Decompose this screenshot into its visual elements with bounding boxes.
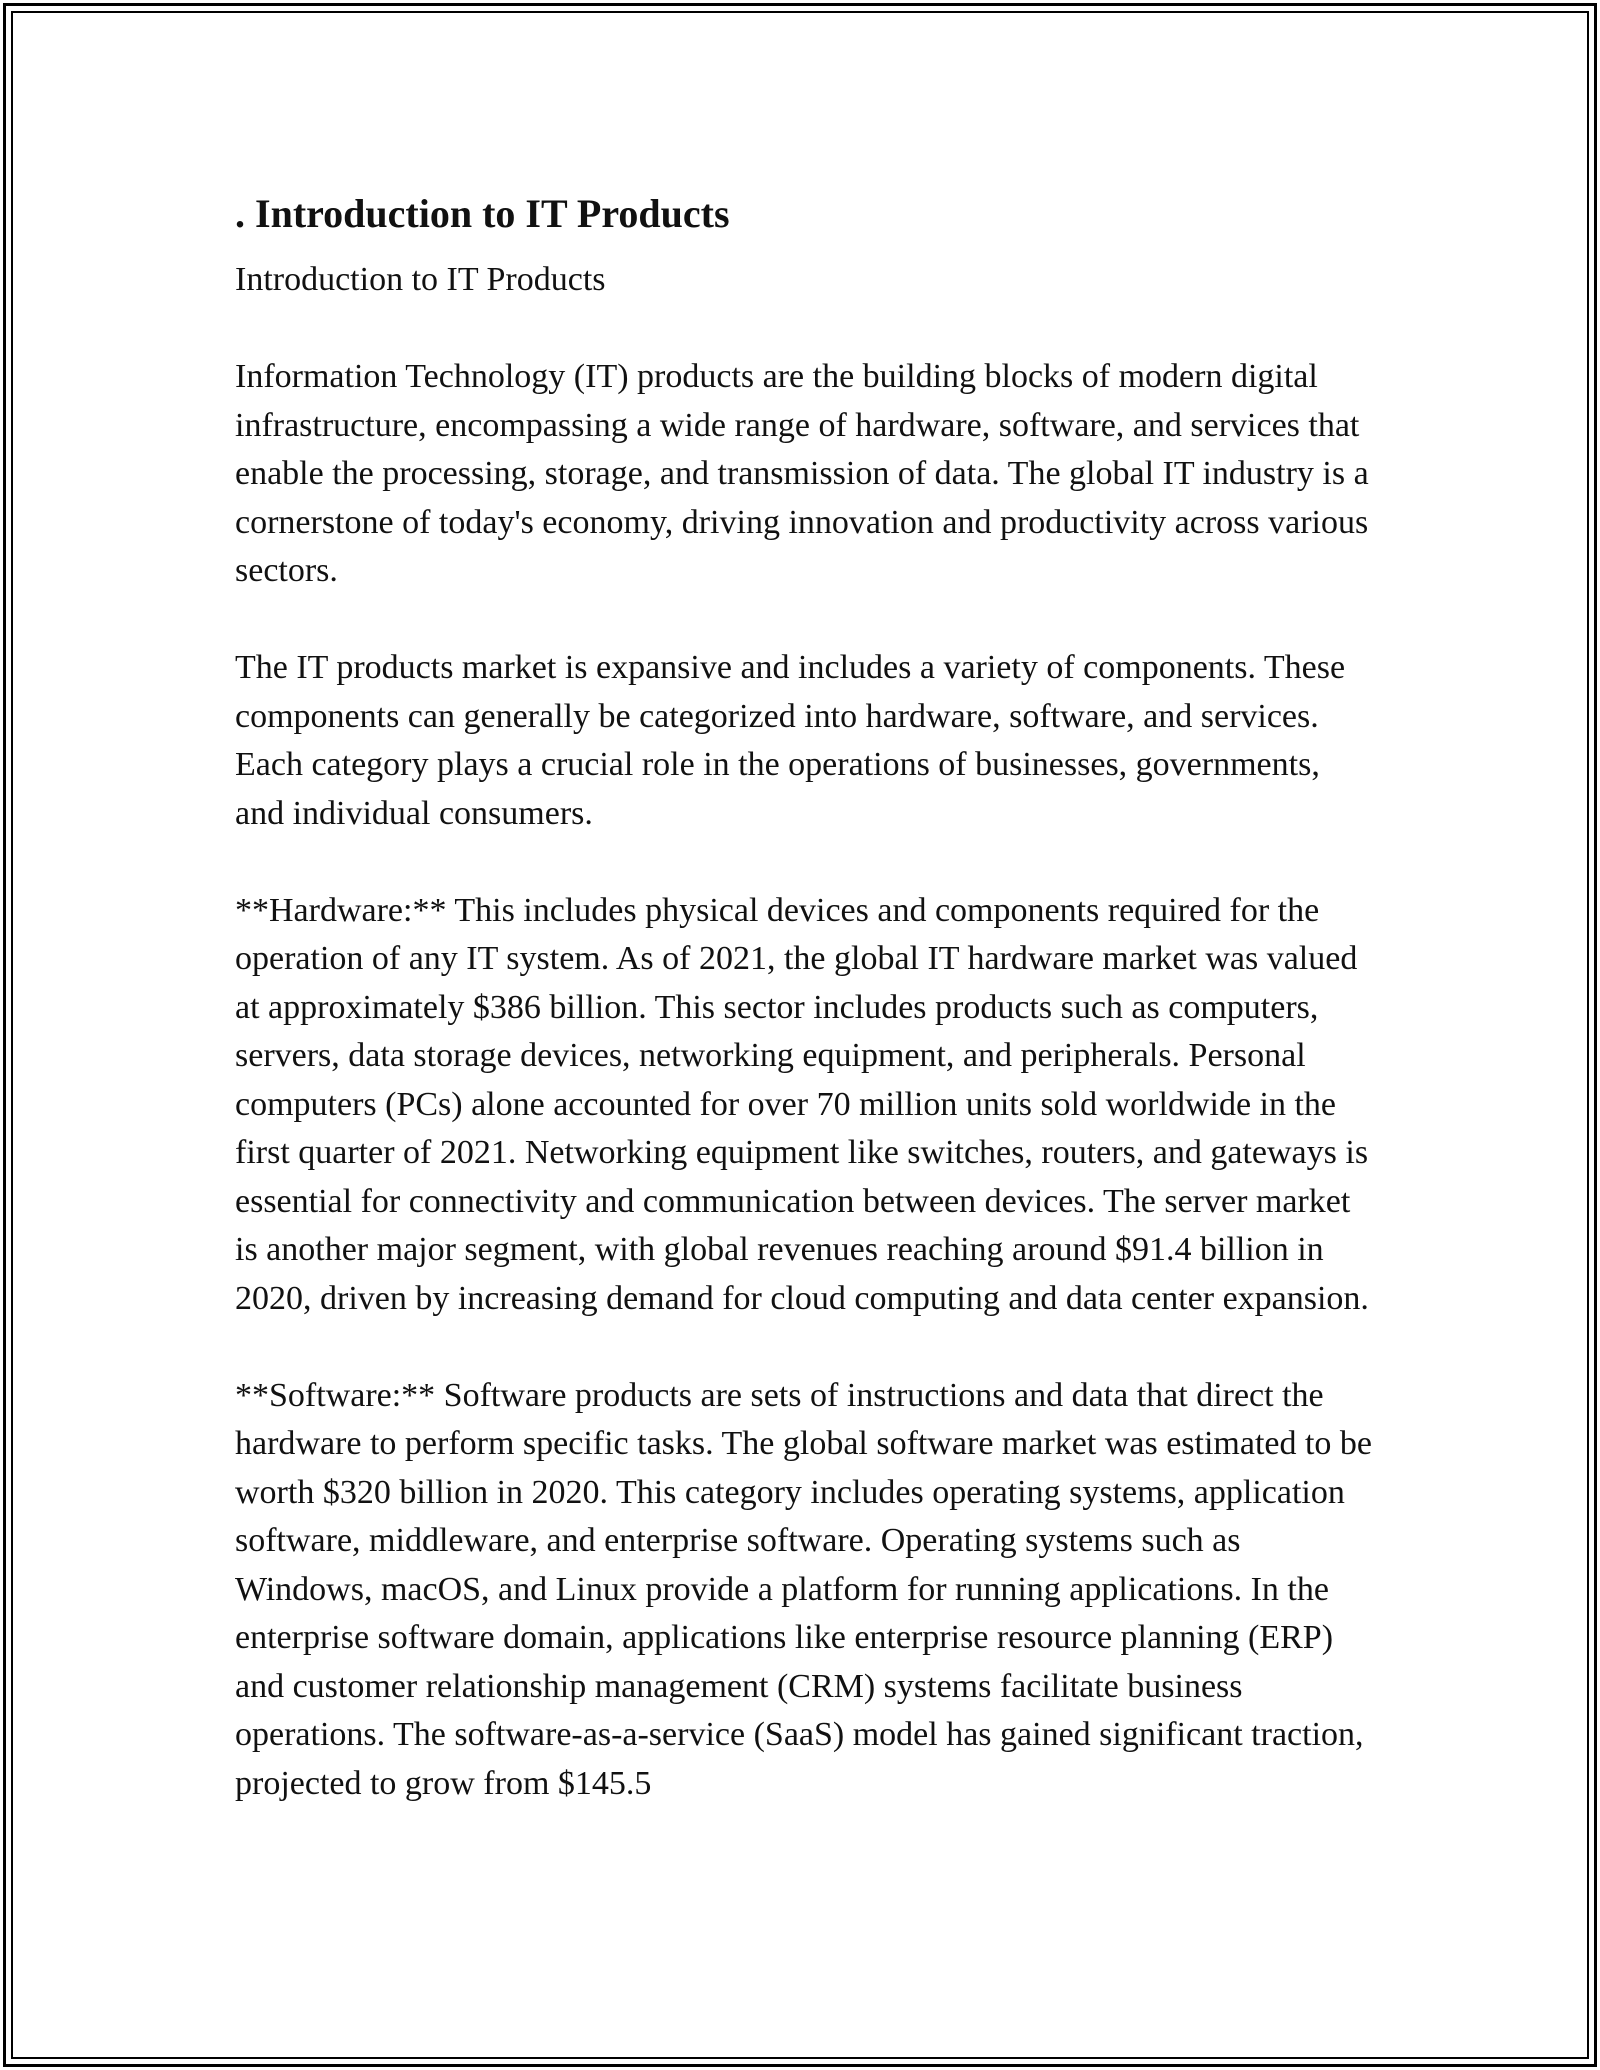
section-heading: . Introduction to IT Products xyxy=(235,191,730,236)
section-subtitle: Introduction to IT Products xyxy=(235,261,606,298)
paragraph-hardware: **Hardware:** This includes physical devices and components required for the operation of any IT system. As of 2021, the global IT hardware market was valued at approximately $386 billion. This sector includes products such as computers, servers, data storage devices, networking equipment, and peripherals. Personal computers (PCs) alone accounted for over 70 million units sold worldwide in the first quarter of 2021. Networking equipment like switches, routers, and gateways is essential for connectivity and communication between devices. The server market is another major segment, with global revenues reaching around $91.4 billion in 2020, driven by increasing demand for cloud computing and data center expansion. xyxy=(235,891,1369,1317)
document-body xyxy=(235,180,1375,1808)
paragraph-market: The IT products market is expansive and includes a variety of components. These components can generally be categorized into hardware, software, and services. Each category plays a crucial role in the operations of businesses, governments, and individual consumers. xyxy=(235,649,1346,832)
paragraph-overview: Information Technology (IT) products are the building blocks of modern digital infrastructure, encompassing a wide range of hardware, software, and services that enable the processing, storage, and transmission of data. The global IT industry is a cornerstone of today's economy, driving innovation and productivity across various sectors. xyxy=(235,358,1369,589)
paragraph-software: **Software:** Software products are sets of instructions and data that direct the hardware to perform specific tasks. The global software market was estimated to be worth $320 billion in 2020. This category includes operating systems, application software, middleware, and enterprise software. Operating systems such as Windows, macOS, and Linux provide a platform for running applications. In the enterprise software domain, applications like enterprise resource planning (ERP) and customer relationship management (CRM) systems facilitate business operations. The software-as-a-service (SaaS) model has gained significant traction, projected to grow from $145.5 xyxy=(235,1376,1373,1802)
